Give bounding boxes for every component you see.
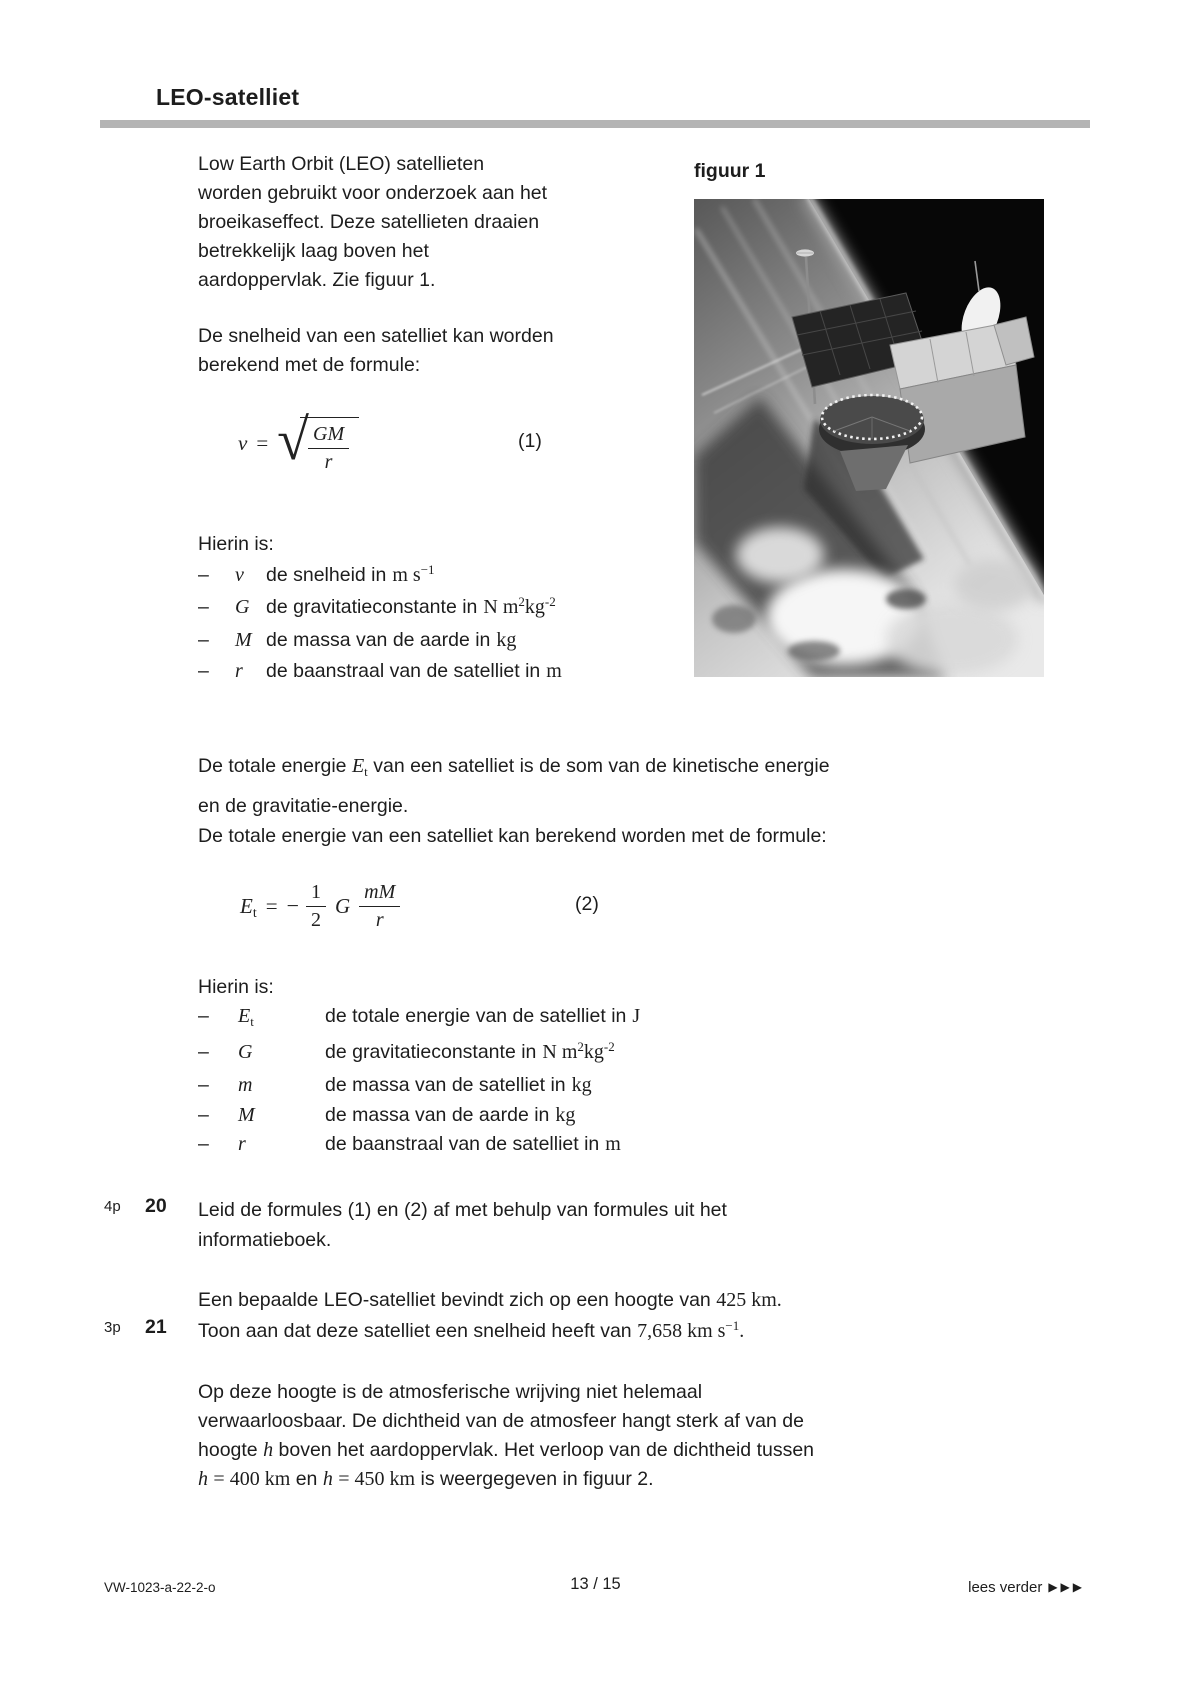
page-title: LEO-satelliet <box>156 84 300 110</box>
formula2-energy-symbol: $E_t$ <box>240 893 257 921</box>
list-dash: – <box>198 1005 209 1027</box>
paragraph-line: Op deze hoogte is de atmosferische wrijving niet helemaal <box>198 1381 703 1403</box>
list-dash: – <box>198 1133 209 1155</box>
question-text <box>198 1195 727 1255</box>
unit: N $m^2kg^{-2}$ <box>483 594 556 618</box>
title-divider-rule <box>100 120 1090 128</box>
list-dash: – <box>198 660 209 682</box>
speed-value: 7,658 km $s^{-1}$. <box>637 1318 745 1342</box>
symbol-r: r <box>238 1133 246 1155</box>
question-line: Leid de formules (1) en (2) af met behulp van formules uit het <box>198 1199 727 1221</box>
text-segment: van een satelliet is de som van de kinetische energie <box>373 755 830 777</box>
item-description: de gravitatieconstante in <box>266 596 478 618</box>
energy-intro-line2: en de gravitatie-energie. <box>198 795 409 817</box>
fraction-denominator: 2 <box>310 908 321 931</box>
paragraph-line: verwaarloosbaar. De dichtheid van de atmosfeer hangt sterk af van de <box>198 1410 804 1432</box>
square-root <box>277 407 359 474</box>
fraction-one-half <box>306 881 326 932</box>
question-line: Toon aan dat deze satelliet een snelheid heeft van <box>198 1320 632 1342</box>
list-item <box>198 596 556 619</box>
continue-indicator <box>968 1579 1085 1596</box>
fraction-mM-over-r <box>359 881 400 932</box>
list-dash: – <box>198 629 209 651</box>
intro-paragraph <box>198 150 547 295</box>
question-points: 4p <box>104 1198 121 1215</box>
speed-line: berekend met de formule: <box>198 354 421 376</box>
paragraph-line <box>198 1436 814 1465</box>
fraction-numerator: 1 <box>306 881 326 907</box>
intro-line: broeikaseffect. Deze satellieten draaien <box>198 211 540 233</box>
page-number: 13 / 15 <box>570 1575 621 1593</box>
symbol-Et: $E_t$ <box>351 755 368 779</box>
document-code: VW-1023-a-22-2-o <box>104 1580 216 1595</box>
symbol-M: M <box>238 1104 255 1126</box>
question-points: 3p <box>104 1319 121 1336</box>
symbol-M: M <box>235 629 252 651</box>
list-dash: – <box>198 1104 209 1126</box>
equals-sign: = <box>265 893 278 918</box>
unit: N $m^2kg^{-2}$ <box>542 1039 615 1063</box>
atmosphere-paragraph <box>198 1378 814 1494</box>
fraction-denominator: r <box>324 451 333 473</box>
list1-heading: Hierin is: <box>198 533 274 555</box>
list-item <box>198 1133 621 1156</box>
symbol-h: h <box>322 1468 333 1490</box>
item-description: de baanstraal van de satelliet in <box>266 660 541 682</box>
continue-label: lees verder <box>968 1579 1043 1596</box>
unit: m <box>605 1133 621 1155</box>
fraction-GM-over-r <box>308 423 349 474</box>
symbol-h: h <box>198 1468 208 1490</box>
formula-1 <box>238 408 359 478</box>
question-number: 21 <box>145 1316 167 1338</box>
unit: J <box>632 1005 641 1027</box>
item-description: de snelheid in <box>266 564 387 586</box>
speed-paragraph <box>198 322 554 380</box>
unit: kg <box>555 1104 576 1126</box>
figure1-label: figuur 1 <box>694 160 766 182</box>
symbol-r: r <box>235 660 243 682</box>
list-item <box>198 564 435 587</box>
satellite-over-earth-illustration <box>694 199 1044 677</box>
formula-2 <box>240 872 405 940</box>
intro-line: worden gebruikt voor onderzoek aan het <box>198 182 548 204</box>
radicand <box>300 417 359 474</box>
question-line: informatieboek. <box>198 1229 332 1251</box>
minus-sign: − <box>286 893 299 918</box>
list2-heading: Hierin is: <box>198 976 274 998</box>
item-description: de massa van de aarde in <box>325 1104 550 1126</box>
formula2-number: (2) <box>575 893 599 915</box>
gravitation-constant-symbol: G <box>334 893 351 918</box>
altitude-value: 425 km <box>716 1289 777 1311</box>
symbol-h: h <box>263 1439 274 1461</box>
energy-intro-line3: De totale energie van een satelliet kan berekend worden met de formule: <box>198 825 827 847</box>
item-description: de totale energie van de satelliet in <box>325 1005 627 1027</box>
list-item <box>198 1005 640 1028</box>
text-segment: boven het aardoppervlak. Het verloop van de dichtheid tussen <box>278 1439 815 1461</box>
continue-arrows-icon: ▶▶▶ <box>1048 1580 1085 1594</box>
item-description: de gravitatieconstante in <box>325 1041 537 1063</box>
fraction-denominator: r <box>375 908 384 931</box>
text-segment: is weergegeven in figuur 2. <box>420 1468 654 1490</box>
text-segment: . <box>776 1289 782 1311</box>
list-dash: – <box>198 564 209 586</box>
symbol-v: v <box>235 564 244 586</box>
value-450km: = 450 km <box>338 1468 416 1490</box>
intro-line: Low Earth Orbit (LEO) satellieten <box>198 153 485 175</box>
formula1-number: (1) <box>518 430 542 452</box>
radical-sign: √ <box>277 407 310 472</box>
value-400km: = 400 km <box>213 1468 291 1490</box>
list-item <box>198 660 562 683</box>
item-description: de massa van de aarde in <box>266 629 491 651</box>
unit: m $s^{-1}$ <box>392 562 435 586</box>
item-description: de baanstraal van de satelliet in <box>325 1133 600 1155</box>
list-dash: – <box>198 1041 209 1063</box>
paragraph-line <box>198 1465 814 1494</box>
text-segment: De totale energie <box>198 755 347 777</box>
list-item <box>198 1104 575 1127</box>
unit: kg <box>571 1074 592 1096</box>
symbol-m: m <box>238 1074 253 1096</box>
unit: m <box>546 660 562 682</box>
energy-intro-line1 <box>198 752 830 782</box>
equals-sign: = <box>256 430 269 455</box>
figure1-image <box>694 199 1044 677</box>
item-description: de massa van de satelliet in <box>325 1074 566 1096</box>
list-item <box>198 1041 615 1064</box>
fraction-numerator: GM <box>308 423 349 449</box>
list-dash: – <box>198 596 209 618</box>
list-item <box>198 629 516 652</box>
speed-line: De snelheid van een satelliet kan worden <box>198 325 554 347</box>
intro-line: aardoppervlak. Zie figuur 1. <box>198 269 436 291</box>
text-segment: Een bepaalde LEO-satelliet bevindt zich op een hoogte van <box>198 1289 711 1311</box>
symbol-G: G <box>238 1041 253 1063</box>
text-segment: hoogte <box>198 1439 258 1461</box>
altitude-paragraph <box>198 1286 782 1315</box>
question-text <box>198 1316 744 1348</box>
list-dash: – <box>198 1074 209 1096</box>
formula1-velocity-symbol: v <box>238 430 248 455</box>
text-segment: en <box>295 1468 318 1490</box>
question-number: 20 <box>145 1195 167 1217</box>
unit: kg <box>496 629 517 651</box>
intro-line: betrekkelijk laag boven het <box>198 240 429 262</box>
fraction-numerator: mM <box>359 881 400 907</box>
list-item <box>198 1074 592 1097</box>
symbol-Et: $E_t$ <box>238 1005 254 1029</box>
symbol-G: G <box>235 596 250 618</box>
